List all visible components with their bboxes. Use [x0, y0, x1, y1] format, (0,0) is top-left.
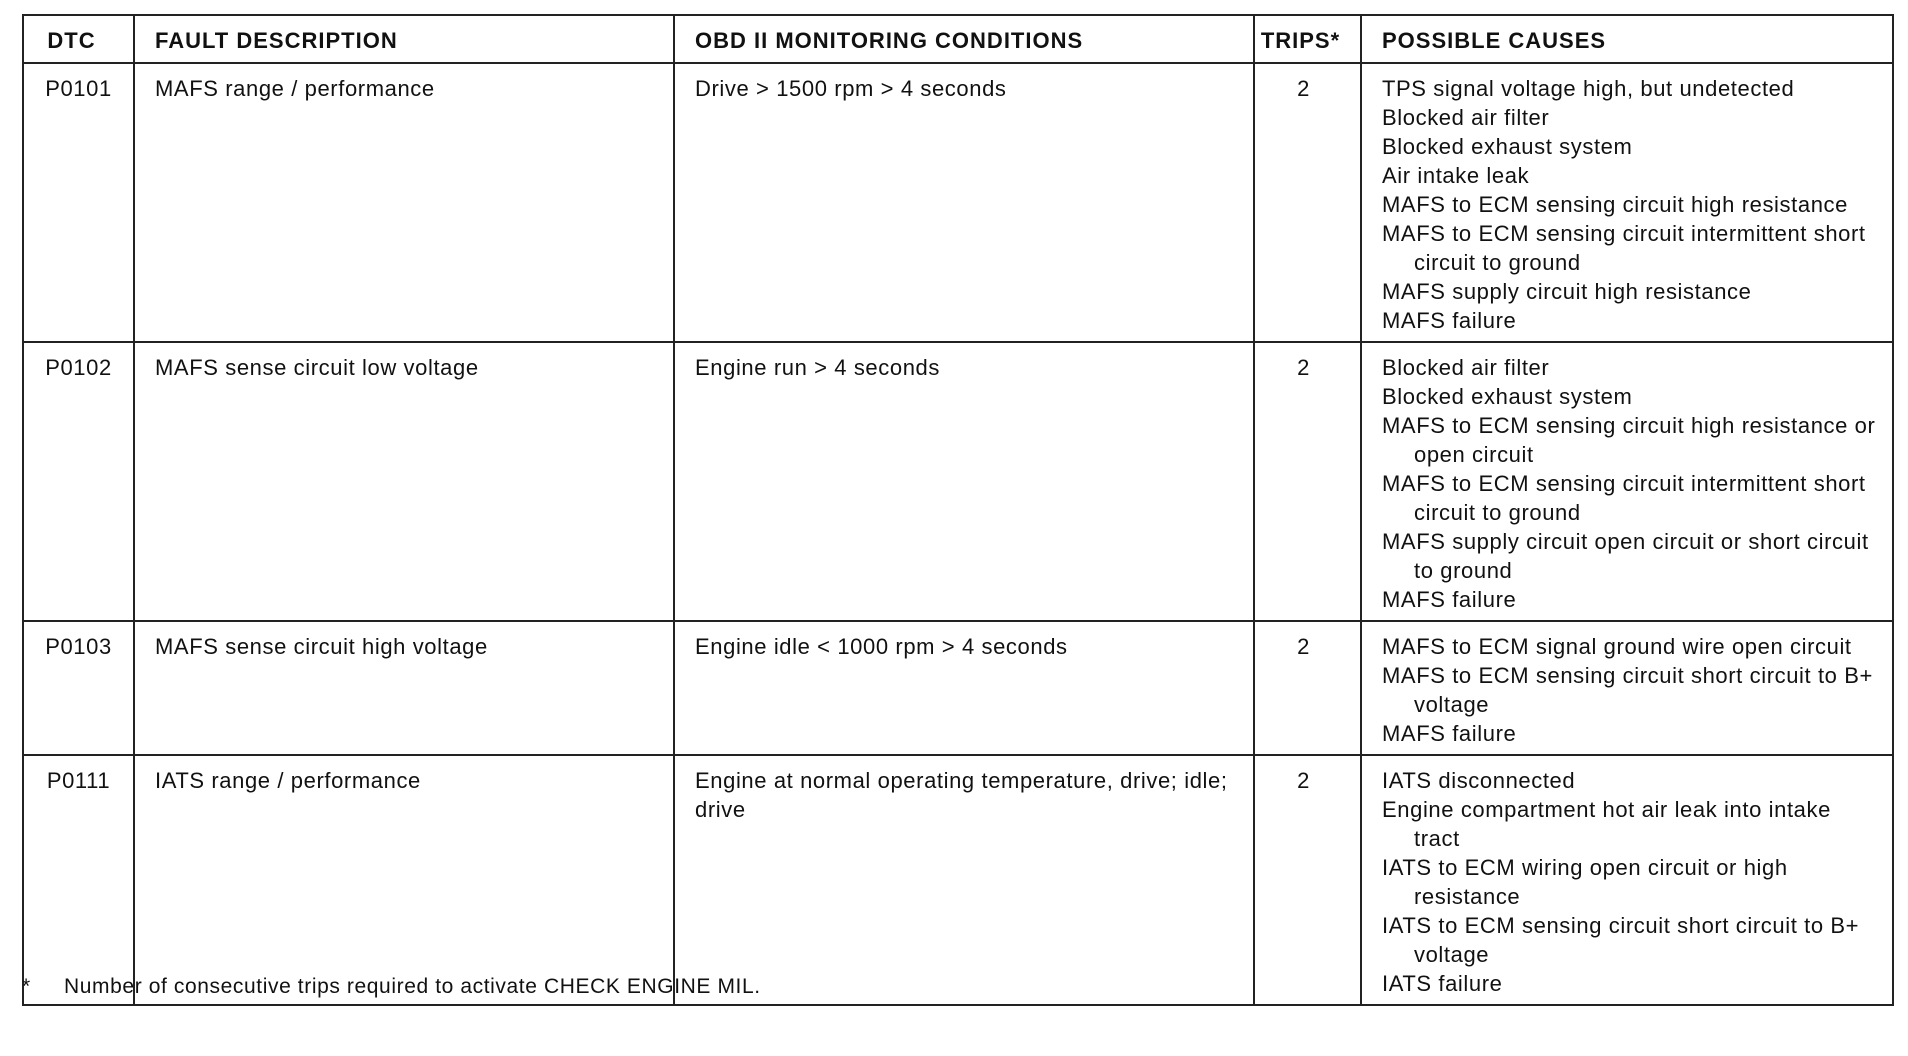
- dtc-code: P0102: [23, 342, 134, 621]
- trips-count: 2: [1254, 755, 1361, 1005]
- cause-item: MAFS to ECM sensing circuit high resistance: [1382, 192, 1848, 217]
- cause-item: MAFS failure: [1382, 587, 1517, 612]
- table-row: [23, 755, 1893, 1005]
- header-possible-causes: POSSIBLE CAUSES: [1361, 15, 1893, 63]
- fault-description: MAFS sense circuit high voltage: [134, 621, 674, 755]
- footnote-text: Number of consecutive trips required to activate CHECK ENGINE MIL.: [64, 975, 761, 998]
- cause-item: IATS failure: [1382, 971, 1503, 996]
- fault-description: MAFS sense circuit low voltage: [134, 342, 674, 621]
- cause-item: Blocked exhaust system: [1382, 384, 1633, 409]
- trips-count: 2: [1254, 342, 1361, 621]
- cause-item: IATS to ECM sensing circuit short circuit to B+ voltage: [1382, 913, 1860, 967]
- cause-item: MAFS to ECM sensing circuit intermittent short circuit to ground: [1382, 221, 1866, 275]
- possible-causes: [1361, 63, 1893, 342]
- trips-count: 2: [1254, 621, 1361, 755]
- footnote-mark: *: [22, 975, 31, 998]
- possible-causes: [1361, 755, 1893, 1005]
- monitoring-conditions: Drive > 1500 rpm > 4 seconds: [674, 63, 1254, 342]
- monitoring-conditions: Engine run > 4 seconds: [674, 342, 1254, 621]
- table-header-row: [23, 15, 1893, 63]
- cause-item: MAFS to ECM sensing circuit intermittent short circuit to ground: [1382, 471, 1866, 525]
- possible-causes: [1361, 621, 1893, 755]
- cause-item: Engine compartment hot air leak into intake tract: [1382, 797, 1831, 851]
- cause-item: MAFS supply circuit open circuit or short circuit to ground: [1382, 529, 1869, 583]
- footnote: [22, 975, 761, 999]
- cause-item: MAFS supply circuit high resistance: [1382, 279, 1752, 304]
- cause-item: IATS to ECM wiring open circuit or high resistance: [1382, 855, 1788, 909]
- header-trips: TRIPS*: [1254, 15, 1361, 63]
- cause-item: Blocked air filter: [1382, 105, 1550, 130]
- monitoring-conditions: Engine idle < 1000 rpm > 4 seconds: [674, 621, 1254, 755]
- cause-item: Blocked air filter: [1382, 355, 1550, 380]
- cause-item: MAFS to ECM signal ground wire open circuit: [1382, 634, 1852, 659]
- dtc-code: P0103: [23, 621, 134, 755]
- dtc-table: [22, 14, 1894, 1006]
- dtc-code: P0111: [23, 755, 134, 1005]
- fault-description: MAFS range / performance: [134, 63, 674, 342]
- trips-count: 2: [1254, 63, 1361, 342]
- cause-item: MAFS failure: [1382, 308, 1517, 333]
- cause-item: Blocked exhaust system: [1382, 134, 1633, 159]
- possible-causes: [1361, 342, 1893, 621]
- document-page: [22, 14, 1892, 1006]
- fault-description: IATS range / performance: [134, 755, 674, 1005]
- table-row: [23, 342, 1893, 621]
- header-fault-description: FAULT DESCRIPTION: [134, 15, 674, 63]
- header-dtc: DTC: [23, 15, 134, 63]
- monitoring-conditions: Engine at normal operating temperature, drive; idle; drive: [674, 755, 1254, 1005]
- table-row: [23, 621, 1893, 755]
- cause-item: MAFS failure: [1382, 721, 1517, 746]
- dtc-code: P0101: [23, 63, 134, 342]
- cause-item: MAFS to ECM sensing circuit high resistance or open circuit: [1382, 413, 1876, 467]
- header-monitoring-conditions: OBD II MONITORING CONDITIONS: [674, 15, 1254, 63]
- cause-item: MAFS to ECM sensing circuit short circuit to B+ voltage: [1382, 663, 1873, 717]
- table-row: [23, 63, 1893, 342]
- cause-item: Air intake leak: [1382, 163, 1530, 188]
- cause-item: TPS signal voltage high, but undetected: [1382, 76, 1795, 101]
- cause-item: IATS disconnected: [1382, 768, 1576, 793]
